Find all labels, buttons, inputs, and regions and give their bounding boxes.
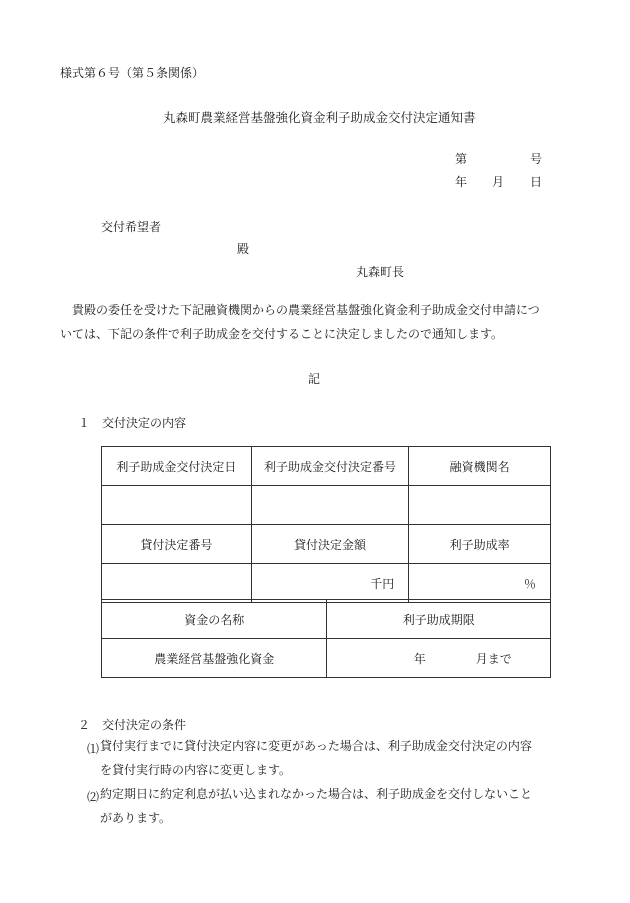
issuer-mayor: 丸森町長 <box>356 265 405 279</box>
condition-1-number: ⑴ <box>87 742 100 756</box>
body-line-2: いては、下記の条件で利子助成金を交付することに決定しましたので通知します。 <box>60 327 504 341</box>
header-fund-name: 資金の名称 <box>102 600 327 639</box>
header-subsidy-rate: 利子助成率 <box>409 525 551 564</box>
header-loan-amount: 貸付決定金額 <box>251 525 409 564</box>
cell-decision-date <box>102 486 252 525</box>
date-year: 年 <box>455 175 468 189</box>
reference-go: 号 <box>530 152 543 166</box>
body-line-1: 貴殿の委任を受けた下記融資機関からの農業経営基盤強化資金利子助成金交付申請につ <box>60 303 540 317</box>
unit-percent: ％ <box>523 576 536 591</box>
document-title: 丸森町農業経営基盤強化資金利子助成金交付決定通知書 <box>163 110 476 125</box>
reference-dai: 第 <box>455 152 468 166</box>
ki-heading: 記 <box>308 372 321 386</box>
cell-subsidy-rate <box>409 564 551 603</box>
header-subsidy-limit: 利子助成期限 <box>327 600 551 639</box>
date-day: 日 <box>530 175 543 189</box>
header-lender-name: 融資機関名 <box>409 447 551 486</box>
cell-decision-number <box>251 486 409 525</box>
date-month: 月 <box>492 175 505 189</box>
cell-subsidy-limit <box>327 639 551 678</box>
limit-year: 年 <box>413 651 426 666</box>
unit-thousand-yen: 千円 <box>370 576 395 591</box>
decision-table-upper <box>101 446 551 603</box>
limit-month-until: 月まで <box>475 651 512 666</box>
cell-loan-amount <box>251 564 409 603</box>
cell-lender-name <box>409 486 551 525</box>
header-loan-number: 貸付決定番号 <box>102 525 252 564</box>
cell-fund-name: 農業経営基盤強化資金 <box>102 639 327 678</box>
cell-loan-number <box>102 564 252 603</box>
condition-2-number: ⑵ <box>87 790 100 804</box>
section-1-heading: １ 交付決定の内容 <box>78 416 187 430</box>
form-number-label: 様式第６号（第５条関係） <box>60 66 205 80</box>
section-2-heading: ２ 交付決定の条件 <box>78 718 187 732</box>
honorific-dono: 殿 <box>237 242 250 256</box>
condition-1-line-2: を貸付実行時の内容に変更します。 <box>100 763 292 777</box>
decision-table-lower <box>101 599 551 678</box>
condition-1-line-1: 貸付実行までに貸付決定内容に変更があった場合は、利子助成金交付決定の内容 <box>100 739 532 753</box>
condition-2-line-1: 約定期日に約定利息が払い込まれなかった場合は、利子助成金を交付しないこと <box>100 787 533 801</box>
header-decision-number: 利子助成金交付決定番号 <box>251 447 409 486</box>
header-decision-date: 利子助成金交付決定日 <box>102 447 252 486</box>
recipient-label: 交付希望者 <box>101 220 162 234</box>
condition-2-line-2: があります。 <box>100 811 172 825</box>
